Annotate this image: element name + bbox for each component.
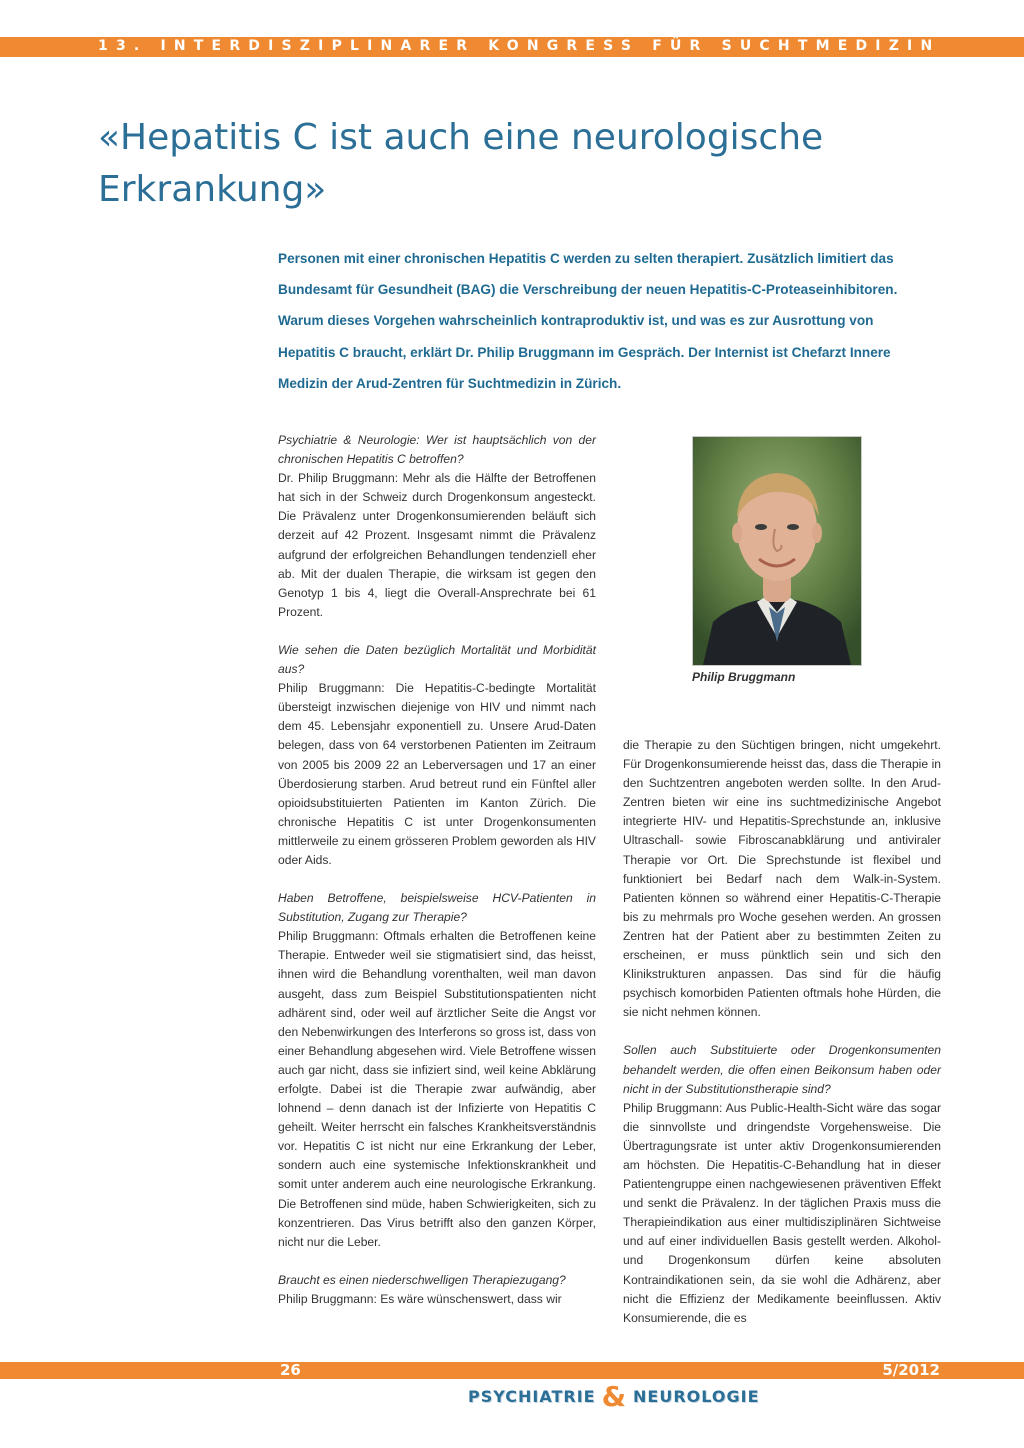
portrait-photo (692, 436, 862, 666)
interview-answer: Oftmals erhalten die Betroffenen keine Therapie. Entweder weil sie stigmatisiert sind, das heisst, ihnen wird die Behandlung vorenthalten, weil man davon ausgeht, dass zum Beispiel Substitutionspatienten nicht adhärent sind, oder weil auf ärztlicher Seite die Angst vor den Nebenwirkungen des Interferons so gross ist, dass von einer Behandlung abgesehen wird. Viele Betroffene wissen auch gar nicht, dass sie infiziert sind, weil keine Abklärung erfolgte. Dabei ist die Therapie zwar aufwändig, aber lohnend – denn danach ist der Infizierte von Hepatitis C geheilt. Weiter herrscht ein falsches Krankheitsverständnis vor. Hepatitis C ist nicht nur eine Erkrankung der Leber, sondern auch eine systemische Infektionskrankheit und somit unter anderem auch eine neurologische Erkrankung. Die Betroffenen sind müde, haben Schwierigkeiten, sich zu konzentrieren. Das Virus betrifft also den ganzen Körper, nicht nur die Leber. (278, 929, 596, 1249)
portrait-illustration (693, 437, 861, 665)
qa-block (278, 641, 596, 870)
interview-question: Psychiatrie & Neurologie: Wer ist hauptsächlich von der chronischen Hepatitis C betroffen? (278, 433, 596, 467)
article-lead: Personen mit einer chronischen Hepatitis C werden zu selten therapiert. Zusätzlich limitiert das Bundesamt für Gesundheit (BAG) die Verschreibung der neuen Hepatitis-C-Proteaseinhibitoren. Warum dieses Vorgehen wahrscheinlich kontraproduktiv ist, und was es zur Ausrottung von Hepatitis C braucht, erklärt Dr. Philip Bruggmann im Gespräch. Der Internist ist Chefarzt Innere Medizin der Arud-Zentren für Suchtmedizin in Zürich. (278, 251, 898, 391)
journal-ampersand: & (601, 1379, 628, 1413)
right-column (623, 736, 941, 1347)
left-column (278, 431, 596, 1328)
interview-answer: Mehr als die Hälfte der Betroffenen hat sich in der Schweiz durch Drogenkonsum angesteckt. Die Prävalenz unter Drogenkonsumierenden beläuft sich derzeit auf 42 Prozent. Insgesamt nimmt die Prävalenz aufgrund der erfolgreichen Behandlungen tendenziell eher ab. Mit der dualen Therapie, die wirksam ist gegen den Genotyp 1 bis 4, liegt die Overall-Ansprechrate bei 61 Prozent. (278, 471, 596, 619)
qa-block (278, 431, 596, 622)
interview-answer: Es wäre wünschenswert, dass wir (380, 1291, 562, 1306)
speaker-name: Philip Bruggmann: (623, 1100, 726, 1115)
journal-name-part1: PSYCHIATRIE (468, 1386, 596, 1406)
qa-block (278, 889, 596, 1252)
interview-question: Haben Betroffene, beispielsweise HCV-Patienten in Substitution, Zugang zur Therapie? (278, 891, 596, 925)
interview-question: Braucht es einen niederschwelligen Therapiezugang? (278, 1272, 566, 1287)
footer-bar (0, 1362, 1024, 1379)
speaker-name: Philip Bruggmann: (278, 929, 384, 944)
interview-question: Sollen auch Substituierte oder Drogenkonsumenten behandelt werden, die offen einen Beikonsum haben oder nicht in der Substitutionstherapie sind? (623, 1043, 941, 1096)
qa-block (278, 1271, 596, 1309)
interview-question: Wie sehen die Daten bezüglich Mortalität und Morbidität aus? (278, 642, 596, 677)
photo-caption: Philip Bruggmann (692, 670, 796, 684)
issue-number: 5/2012 (882, 1361, 940, 1379)
speaker-name: Dr. Philip Bruggmann: (278, 471, 403, 486)
page-number: 26 (280, 1361, 301, 1379)
journal-name-part2: NEUROLOGIE (633, 1386, 760, 1406)
qa-block (623, 1041, 941, 1327)
interview-answer: Aus Public-Health-Sicht wäre das sogar die sinnvollste und dringendste Vorgehensweise. Die Übertragungsrate ist unter aktiv Drogenkonsumierenden am höchsten. Die Hepatitis-C-Behandlung hat in dieser Patientengruppe einen nachgewiesenen präventiven Effekt und senkt die Prävalenz. In der täglichen Praxis muss die Therapieindikation aus einer multidisziplinären Sichtweise und auf einer individuellen Basis gestellt werden. Alkohol- und Drogenkonsum dürfen keine absoluten Kontraindikationen sein, da sie wohl die Adhärenz, aber nicht die Effizienz der Medikamente beeinflussen. Aktiv Konsumierende, die es (623, 1100, 941, 1325)
journal-logo (468, 1378, 760, 1414)
continuation-paragraph: die Therapie zu den Süchtigen bringen, nicht umgekehrt. Für Drogenkonsumierende heisst das, dass die Therapie in den Suchtzentren angeboten werden sollte. In den Arud-Zentren bieten wir eine ins suchtmedizinische Angebot integrierte HIV- und Hepatitis-Sprechstunde an, inklusive Ultraschall- sowie Fibroscanabklärung und antiviraler Therapie vor Ort. Die Sprechstunde ist flexibel und funktioniert bei Bedarf nach dem Walk-in-System. Patienten können so während einer Hepatitis-C-Therapie bis zu mehrmals pro Woche gesehen werden. An grossen Zentren hat der Patient aber zu bestimmten Zeiten zu erscheinen, er muss pünktlich sein und sich den Klinikstrukturen anpassen. Das sind für die häufig psychisch komorbiden Patienten oftmals hohe Hürden, die sie nicht nehmen können. (623, 738, 941, 1020)
speaker-name: Philip Bruggmann: (278, 1291, 381, 1306)
interview-answer: Die Hepatitis-C-bedingte Mortalität übersteigt inzwischen diejenige von HIV und nimmt nach dem 45. Lebensjahr exponentiell zu. Unsere Arud-Daten belegen, dass von 64 verstorbenen Patienten im Zeitraum von 2005 bis 2009 22 an Leberversagen und 17 an einer Überdosierung starben. Arud betreut rund ein Fünftel aller opioidsubstituierten Patienten im Kanton Zürich. Die chronische Hepatitis C ist unter Drogenkonsumenten mittlerweile zu einem grösseren Problem geworden als HIV oder Aids. (278, 681, 596, 867)
speaker-name: Philip Bruggmann: (278, 681, 396, 696)
article-title: «Hepatitis C ist auch eine neurologische Erkrankung» (98, 117, 824, 210)
header-bar (0, 37, 1024, 57)
congress-header: 13. INTERDISZIPLINARER KONGRESS FÜR SUCHTMEDIZIN (98, 38, 941, 54)
